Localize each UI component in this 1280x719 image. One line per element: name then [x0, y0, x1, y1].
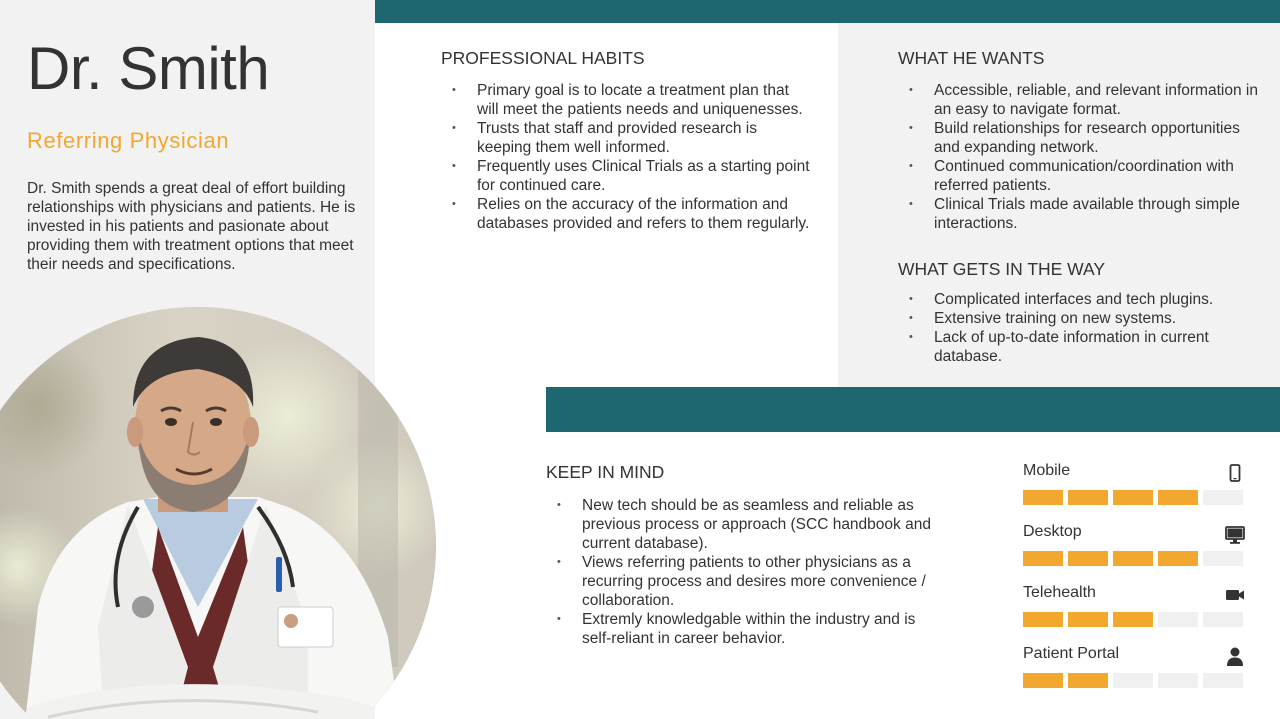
- rating-segment-empty: [1158, 673, 1198, 688]
- rating-segment-empty: [1158, 612, 1198, 627]
- rating-segment-filled: [1068, 612, 1108, 627]
- rating-bar-desktop: [1023, 551, 1245, 566]
- keep-in-mind-list: [546, 496, 931, 648]
- list-item: • Continued communication/coordination with referred patients.: [898, 157, 1258, 195]
- rating-segment-empty: [1203, 673, 1243, 688]
- list-item: • Accessible, reliable, and relevant information in an easy to navigate format.: [898, 81, 1258, 119]
- list-item: • Lack of up-to-date information in current database.: [898, 328, 1258, 366]
- rating-segment-filled: [1023, 490, 1063, 505]
- list-item: • Extensive training on new systems.: [898, 309, 1258, 328]
- list-item: • Primary goal is to locate a treatment plan that will meet the patients needs and uniquenesses.: [441, 81, 811, 119]
- rating-segment-empty: [1203, 490, 1243, 505]
- list-item: • Frequently uses Clinical Trials as a starting point for continued care.: [441, 157, 811, 195]
- rating-segment-empty: [1203, 551, 1243, 566]
- rating-bar-patient-portal: [1023, 673, 1245, 688]
- rating-segment-filled: [1068, 673, 1108, 688]
- desktop-monitor-icon: [1224, 524, 1246, 546]
- rating-segment-empty: [1113, 673, 1153, 688]
- what-he-wants-title: WHAT HE WANTS: [898, 48, 1045, 68]
- persona-bio: Dr. Smith spends a great deal of effort building relationships with physicians and patients. He is invested in his patients and pasionate about providing them with treatment options that meet their needs and specifications.: [27, 180, 356, 273]
- list-item: • Build relationships for research opportunities and expanding network.: [898, 119, 1258, 157]
- what-gets-in-the-way-list: [898, 290, 1258, 366]
- what-he-wants-list: [898, 81, 1258, 233]
- persona-name: Dr. Smith: [27, 35, 270, 102]
- rating-segment-filled: [1113, 551, 1153, 566]
- rating-bar-telehealth: [1023, 612, 1245, 627]
- professional-habits-title: PROFESSIONAL HABITS: [441, 48, 645, 68]
- rating-segment-filled: [1158, 551, 1198, 566]
- rating-segment-filled: [1023, 612, 1063, 627]
- list-item: • Extremly knowledgable within the industry and is self-reliant in career behavior.: [546, 610, 931, 648]
- rating-segment-filled: [1158, 490, 1198, 505]
- rating-segment-filled: [1068, 490, 1108, 505]
- rating-segment-filled: [1113, 612, 1153, 627]
- device-label-desktop: Desktop: [1023, 523, 1082, 540]
- list-item: • Views referring patients to other physicians as a recurring process and desires more convenience / collaboration.: [546, 553, 931, 610]
- device-label-mobile: Mobile: [1023, 462, 1071, 479]
- rating-segment-empty: [1203, 612, 1243, 627]
- list-item: • Trusts that staff and provided research is keeping them well informed.: [441, 119, 811, 157]
- top-accent-bar: [375, 0, 1280, 23]
- rating-segment-filled: [1068, 551, 1108, 566]
- middle-accent-bar: [546, 387, 1280, 432]
- rating-segment-filled: [1023, 673, 1063, 688]
- list-item: • Relies on the accuracy of the information and databases provided and refers to them regularly.: [441, 195, 811, 233]
- list-item: • New tech should be as seamless and reliable as previous process or approach (SCC handbook and current database).: [546, 496, 931, 553]
- what-gets-in-the-way-title: WHAT GETS IN THE WAY: [898, 259, 1106, 279]
- rating-segment-filled: [1113, 490, 1153, 505]
- list-item: • Complicated interfaces and tech plugins.: [898, 290, 1258, 309]
- persona-role: Referring Physician: [27, 128, 230, 153]
- device-label-patient-portal: Patient Portal: [1023, 645, 1120, 662]
- rating-segment-filled: [1023, 551, 1063, 566]
- keep-in-mind-title: KEEP IN MIND: [546, 462, 665, 482]
- professional-habits-list: [441, 81, 811, 233]
- video-camera-icon: [1224, 584, 1246, 606]
- device-label-telehealth: Telehealth: [1023, 584, 1096, 601]
- mobile-phone-icon: [1224, 463, 1246, 485]
- list-item: • Clinical Trials made available through simple interactions.: [898, 195, 1258, 233]
- rating-bar-mobile: [1023, 490, 1245, 505]
- user-person-icon: [1224, 645, 1246, 667]
